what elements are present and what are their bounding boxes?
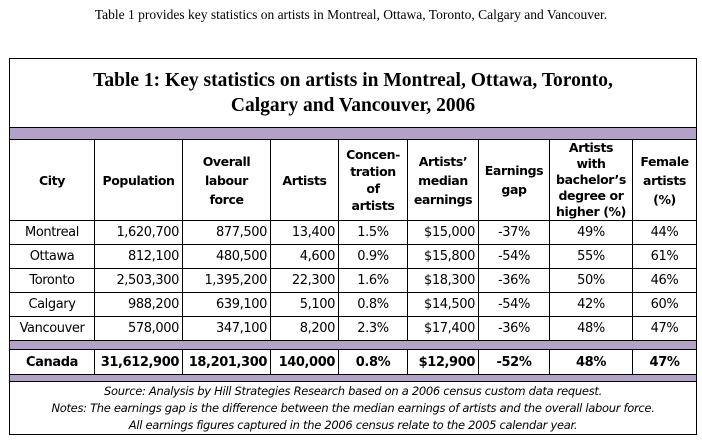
total-cell: 47% — [633, 350, 697, 375]
table-cell: 2,503,300 — [95, 269, 183, 293]
table-cell: 0.9% — [339, 245, 408, 269]
table-cell: $15,000 — [408, 221, 479, 245]
table-cell: $15,800 — [408, 245, 479, 269]
table-cell: 44% — [633, 221, 697, 245]
table-cell: -36% — [479, 269, 550, 293]
table-cell: 48% — [550, 317, 633, 341]
table-cell: $14,500 — [408, 293, 479, 317]
table-cell: $17,400 — [408, 317, 479, 341]
table-cell: 47% — [633, 317, 697, 341]
table-cell: Ottawa — [10, 245, 95, 269]
total-cell: 0.8% — [339, 350, 408, 375]
table-cell: Toronto — [10, 269, 95, 293]
earnings-gap-note: Notes: The earnings gap is the difference between the median earnings of artists and the overall labour force. — [51, 400, 655, 415]
table-row — [10, 317, 697, 341]
table-cell: -36% — [479, 317, 550, 341]
table-cell: 1.5% — [339, 221, 408, 245]
total-cell: 18,201,300 — [183, 350, 271, 375]
column-header: Concen- tration of artists — [339, 140, 408, 221]
header-row — [10, 140, 697, 221]
column-header: Female artists (%) — [633, 140, 697, 221]
table-cell: 61% — [633, 245, 697, 269]
table-cell: 46% — [633, 269, 697, 293]
table-cell: 1,395,200 — [183, 269, 271, 293]
table-cell: 55% — [550, 245, 633, 269]
total-cell: 31,612,900 — [95, 350, 183, 375]
table-row — [10, 293, 697, 317]
table-cell: 639,100 — [183, 293, 271, 317]
artists-statistics-table — [9, 58, 697, 435]
table-cell: 877,500 — [183, 221, 271, 245]
total-cell: $12,900 — [408, 350, 479, 375]
column-header: Artists’ median earnings — [408, 140, 479, 221]
total-cell: 48% — [550, 350, 633, 375]
table-cell: 988,200 — [95, 293, 183, 317]
column-header: City — [10, 140, 95, 221]
earnings-year-note: All earnings figures captured in the 2006 census relate to the 2005 calendar year. — [128, 417, 578, 432]
column-header: Population — [95, 140, 183, 221]
source-note: Source: Analysis by Hill Strategies Research based on a 2006 census custom data request. — [104, 383, 602, 398]
table-cell: 8,200 — [271, 317, 339, 341]
table-cell: Calgary — [10, 293, 95, 317]
table-row — [10, 221, 697, 245]
table-cell: $18,300 — [408, 269, 479, 293]
table-cell: 50% — [550, 269, 633, 293]
table-row — [10, 245, 697, 269]
table-cell: Montreal — [10, 221, 95, 245]
table-cell: 49% — [550, 221, 633, 245]
table-cell: 5,100 — [271, 293, 339, 317]
divider-band — [10, 128, 697, 140]
column-header: Artists — [271, 140, 339, 221]
table-cell: -37% — [479, 221, 550, 245]
table-cell: -54% — [479, 293, 550, 317]
total-row — [10, 350, 697, 375]
divider-band — [10, 341, 697, 350]
intro-text: Table 1 provides key statistics on artists in Montreal, Ottawa, Toronto, Calgary and Vancouver. — [94, 7, 608, 22]
total-cell: 140,000 — [271, 350, 339, 375]
table-row — [10, 269, 697, 293]
column-header: Overall labour force — [183, 140, 271, 221]
table-title — [10, 59, 697, 128]
table-cell: 1.6% — [339, 269, 408, 293]
table-cell: 0.8% — [339, 293, 408, 317]
table-cell: 480,500 — [183, 245, 271, 269]
table-cell: 42% — [550, 293, 633, 317]
total-cell: -52% — [479, 350, 550, 375]
table-cell: 60% — [633, 293, 697, 317]
title-line-1: Table 1: Key statistics on artists in Montreal, Ottawa, Toronto, — [93, 70, 613, 91]
table-cell: Vancouver — [10, 317, 95, 341]
total-cell: Canada — [10, 350, 95, 375]
table-notes — [10, 382, 697, 435]
table-cell: 22,300 — [271, 269, 339, 293]
table-cell: 4,600 — [271, 245, 339, 269]
table-cell: 13,400 — [271, 221, 339, 245]
table-cell: 578,000 — [95, 317, 183, 341]
table-cell: -54% — [479, 245, 550, 269]
table-cell: 2.3% — [339, 317, 408, 341]
table-cell: 812,100 — [95, 245, 183, 269]
column-header: Artists with bachelor’s degree or higher (%) — [550, 140, 633, 221]
column-header: Earnings gap — [479, 140, 550, 221]
title-line-2: Calgary and Vancouver, 2006 — [230, 95, 476, 116]
divider-band — [10, 375, 697, 382]
table-cell: 347,100 — [183, 317, 271, 341]
table-cell: 1,620,700 — [95, 221, 183, 245]
